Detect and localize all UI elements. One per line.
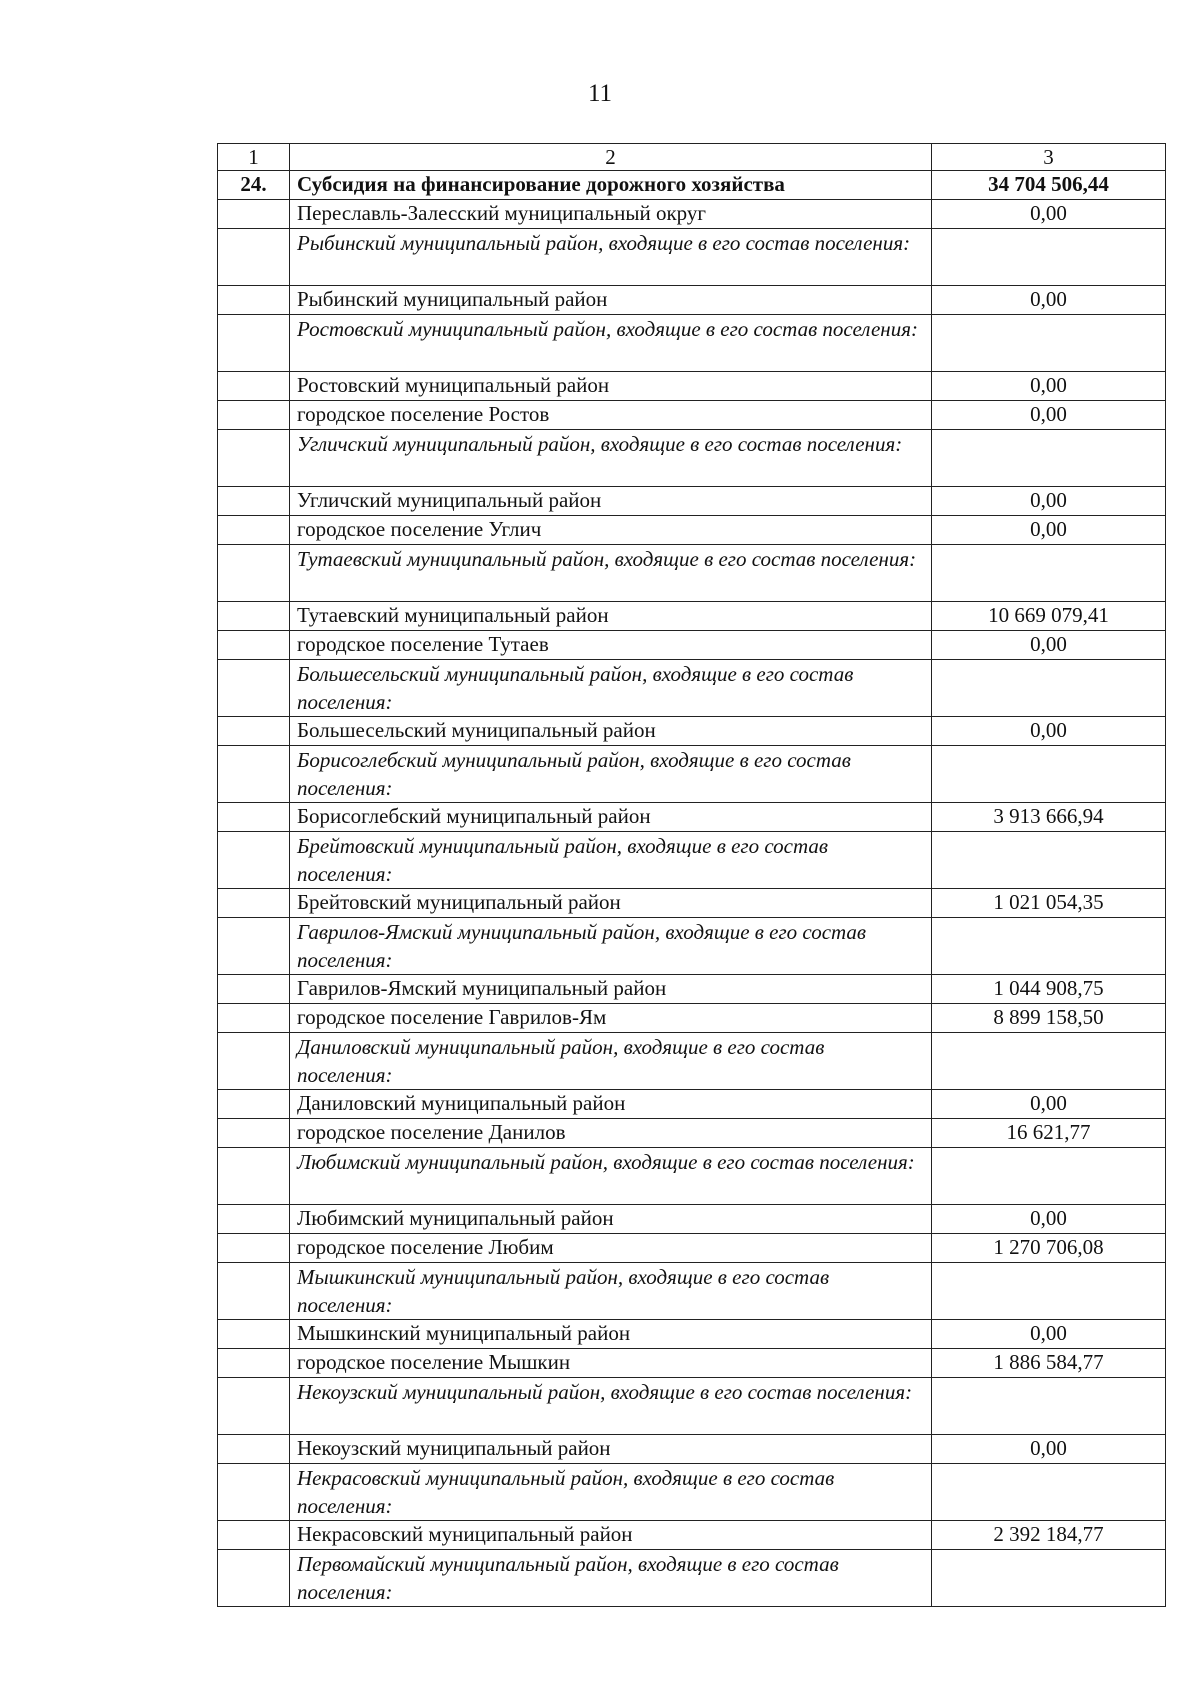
row-value-cell bbox=[932, 746, 1166, 803]
row-number-cell bbox=[218, 660, 290, 717]
column-header-3: 3 bbox=[932, 144, 1166, 171]
group-heading-row bbox=[218, 1464, 1166, 1521]
row-value-cell bbox=[932, 660, 1166, 717]
row-number-cell bbox=[218, 1464, 290, 1521]
row-value-cell: 0,00 bbox=[932, 286, 1166, 315]
row-value-cell: 1 044 908,75 bbox=[932, 975, 1166, 1004]
group-heading-row bbox=[218, 832, 1166, 889]
section-number: 24. bbox=[218, 171, 290, 200]
group-heading-row bbox=[218, 430, 1166, 487]
row-number-cell bbox=[218, 1033, 290, 1090]
row-number-cell bbox=[218, 1234, 290, 1263]
table-row bbox=[218, 1205, 1166, 1234]
row-name-cell: Угличский муниципальный район bbox=[290, 487, 932, 516]
row-number-cell bbox=[218, 1521, 290, 1550]
row-number-cell bbox=[218, 832, 290, 889]
row-name-cell: Переславль-Залесский муниципальный округ bbox=[290, 200, 932, 229]
group-heading-row bbox=[218, 1033, 1166, 1090]
row-value-cell: 0,00 bbox=[932, 1320, 1166, 1349]
row-number-cell bbox=[218, 401, 290, 430]
row-value-cell bbox=[932, 918, 1166, 975]
row-number-cell bbox=[218, 1435, 290, 1464]
row-value-cell: 0,00 bbox=[932, 200, 1166, 229]
table-row bbox=[218, 1349, 1166, 1378]
row-number-cell bbox=[218, 516, 290, 545]
group-heading-row bbox=[218, 545, 1166, 602]
row-number-cell bbox=[218, 1004, 290, 1033]
row-number-cell bbox=[218, 1205, 290, 1234]
row-value-cell bbox=[932, 1148, 1166, 1205]
table-row bbox=[218, 889, 1166, 918]
row-value-cell: 1 886 584,77 bbox=[932, 1349, 1166, 1378]
row-value-cell: 0,00 bbox=[932, 1090, 1166, 1119]
row-value-cell bbox=[932, 1263, 1166, 1320]
row-name-cell: Мышкинский муниципальный район, входящие в его состав поселения: bbox=[290, 1263, 932, 1320]
row-value-cell: 0,00 bbox=[932, 1205, 1166, 1234]
row-number-cell bbox=[218, 1148, 290, 1205]
table-row bbox=[218, 1234, 1166, 1263]
group-heading-row bbox=[218, 1550, 1166, 1607]
row-name-cell: Даниловский муниципальный район, входящие в его состав поселения: bbox=[290, 1033, 932, 1090]
row-number-cell bbox=[218, 746, 290, 803]
group-heading-row bbox=[218, 746, 1166, 803]
table-row bbox=[218, 372, 1166, 401]
row-value-cell bbox=[932, 1464, 1166, 1521]
row-number-cell bbox=[218, 286, 290, 315]
table-row bbox=[218, 803, 1166, 832]
row-name-cell: городское поселение Углич bbox=[290, 516, 932, 545]
row-value-cell bbox=[932, 229, 1166, 286]
row-name-cell: Брейтовский муниципальный район bbox=[290, 889, 932, 918]
row-name-cell: городское поселение Данилов bbox=[290, 1119, 932, 1148]
table-row bbox=[218, 1004, 1166, 1033]
row-number-cell bbox=[218, 1119, 290, 1148]
row-value-cell: 0,00 bbox=[932, 631, 1166, 660]
row-name-cell: Ростовский муниципальный район, входящие в его состав поселения: bbox=[290, 315, 932, 372]
row-name-cell: Некоузский муниципальный район, входящие в его состав поселения: bbox=[290, 1378, 932, 1435]
row-name-cell: Мышкинский муниципальный район bbox=[290, 1320, 932, 1349]
row-value-cell: 16 621,77 bbox=[932, 1119, 1166, 1148]
subsidy-table bbox=[217, 143, 1166, 1607]
row-name-cell: Некрасовский муниципальный район bbox=[290, 1521, 932, 1550]
table-row bbox=[218, 1521, 1166, 1550]
row-value-cell: 0,00 bbox=[932, 717, 1166, 746]
row-name-cell: Рыбинский муниципальный район, входящие в его состав поселения: bbox=[290, 229, 932, 286]
row-name-cell: Любимский муниципальный район bbox=[290, 1205, 932, 1234]
row-number-cell bbox=[218, 200, 290, 229]
group-heading-row bbox=[218, 1378, 1166, 1435]
row-value-cell bbox=[932, 1378, 1166, 1435]
row-name-cell: Брейтовский муниципальный район, входящие в его состав поселения: bbox=[290, 832, 932, 889]
row-name-cell: Ростовский муниципальный район bbox=[290, 372, 932, 401]
row-number-cell bbox=[218, 889, 290, 918]
row-number-cell bbox=[218, 803, 290, 832]
row-name-cell: Борисоглебский муниципальный район, входящие в его состав поселения: bbox=[290, 746, 932, 803]
row-name-cell: городское поселение Тутаев bbox=[290, 631, 932, 660]
row-value-cell: 0,00 bbox=[932, 401, 1166, 430]
table-row bbox=[218, 487, 1166, 516]
row-value-cell: 0,00 bbox=[932, 1435, 1166, 1464]
row-name-cell: городское поселение Ростов bbox=[290, 401, 932, 430]
row-value-cell: 3 913 666,94 bbox=[932, 803, 1166, 832]
row-name-cell: городское поселение Мышкин bbox=[290, 1349, 932, 1378]
row-number-cell bbox=[218, 602, 290, 631]
row-number-cell bbox=[218, 1320, 290, 1349]
row-name-cell: городское поселение Любим bbox=[290, 1234, 932, 1263]
row-name-cell: Гаврилов-Ямский муниципальный район, входящие в его состав поселения: bbox=[290, 918, 932, 975]
row-value-cell bbox=[932, 430, 1166, 487]
row-value-cell bbox=[932, 832, 1166, 889]
row-number-cell bbox=[218, 1349, 290, 1378]
row-number-cell bbox=[218, 487, 290, 516]
table-row bbox=[218, 631, 1166, 660]
row-name-cell: Большесельский муниципальный район, входящие в его состав поселения: bbox=[290, 660, 932, 717]
section-total: 34 704 506,44 bbox=[932, 171, 1166, 200]
row-number-cell bbox=[218, 1378, 290, 1435]
table-row bbox=[218, 516, 1166, 545]
row-number-cell bbox=[218, 1263, 290, 1320]
row-name-cell: Угличский муниципальный район, входящие в его состав поселения: bbox=[290, 430, 932, 487]
group-heading-row bbox=[218, 1148, 1166, 1205]
row-number-cell bbox=[218, 717, 290, 746]
table-row bbox=[218, 1435, 1166, 1464]
column-header-1: 1 bbox=[218, 144, 290, 171]
row-name-cell: Рыбинский муниципальный район bbox=[290, 286, 932, 315]
table-row bbox=[218, 602, 1166, 631]
row-name-cell: Некрасовский муниципальный район, входящие в его состав поселения: bbox=[290, 1464, 932, 1521]
row-name-cell: Тутаевский муниципальный район bbox=[290, 602, 932, 631]
table-row bbox=[218, 286, 1166, 315]
row-value-cell: 0,00 bbox=[932, 516, 1166, 545]
row-number-cell bbox=[218, 430, 290, 487]
row-number-cell bbox=[218, 631, 290, 660]
row-number-cell bbox=[218, 1550, 290, 1607]
page-number: 11 bbox=[587, 80, 613, 107]
row-name-cell: Некоузский муниципальный район bbox=[290, 1435, 932, 1464]
section-row bbox=[218, 171, 1166, 200]
section-title: Субсидия на финансирование дорожного хозяйства bbox=[290, 171, 932, 200]
table-row bbox=[218, 975, 1166, 1004]
row-name-cell: Первомайский муниципальный район, входящие в его состав поселения: bbox=[290, 1550, 932, 1607]
row-value-cell: 2 392 184,77 bbox=[932, 1521, 1166, 1550]
row-value-cell bbox=[932, 1033, 1166, 1090]
row-name-cell: Гаврилов-Ямский муниципальный район bbox=[290, 975, 932, 1004]
row-number-cell bbox=[218, 545, 290, 602]
row-number-cell bbox=[218, 918, 290, 975]
row-value-cell: 1 021 054,35 bbox=[932, 889, 1166, 918]
row-value-cell bbox=[932, 315, 1166, 372]
table-row bbox=[218, 1320, 1166, 1349]
table-row bbox=[218, 200, 1166, 229]
table-row bbox=[218, 1119, 1166, 1148]
row-name-cell: Тутаевский муниципальный район, входящие в его состав поселения: bbox=[290, 545, 932, 602]
row-value-cell bbox=[932, 1550, 1166, 1607]
row-value-cell: 0,00 bbox=[932, 487, 1166, 516]
group-heading-row bbox=[218, 229, 1166, 286]
row-name-cell: городское поселение Гаврилов-Ям bbox=[290, 1004, 932, 1033]
row-number-cell bbox=[218, 372, 290, 401]
table-header-row bbox=[218, 144, 1166, 171]
group-heading-row bbox=[218, 1263, 1166, 1320]
row-number-cell bbox=[218, 315, 290, 372]
row-number-cell bbox=[218, 975, 290, 1004]
group-heading-row bbox=[218, 315, 1166, 372]
row-number-cell bbox=[218, 229, 290, 286]
table-row bbox=[218, 401, 1166, 430]
row-name-cell: Даниловский муниципальный район bbox=[290, 1090, 932, 1119]
row-name-cell: Борисоглебский муниципальный район bbox=[290, 803, 932, 832]
row-value-cell: 1 270 706,08 bbox=[932, 1234, 1166, 1263]
group-heading-row bbox=[218, 660, 1166, 717]
table-row bbox=[218, 717, 1166, 746]
row-name-cell: Любимский муниципальный район, входящие в его состав поселения: bbox=[290, 1148, 932, 1205]
table-row bbox=[218, 1090, 1166, 1119]
row-name-cell: Большесельский муниципальный район bbox=[290, 717, 932, 746]
row-value-cell bbox=[932, 545, 1166, 602]
row-value-cell: 8 899 158,50 bbox=[932, 1004, 1166, 1033]
row-value-cell: 0,00 bbox=[932, 372, 1166, 401]
column-header-2: 2 bbox=[290, 144, 932, 171]
row-number-cell bbox=[218, 1090, 290, 1119]
row-value-cell: 10 669 079,41 bbox=[932, 602, 1166, 631]
group-heading-row bbox=[218, 918, 1166, 975]
